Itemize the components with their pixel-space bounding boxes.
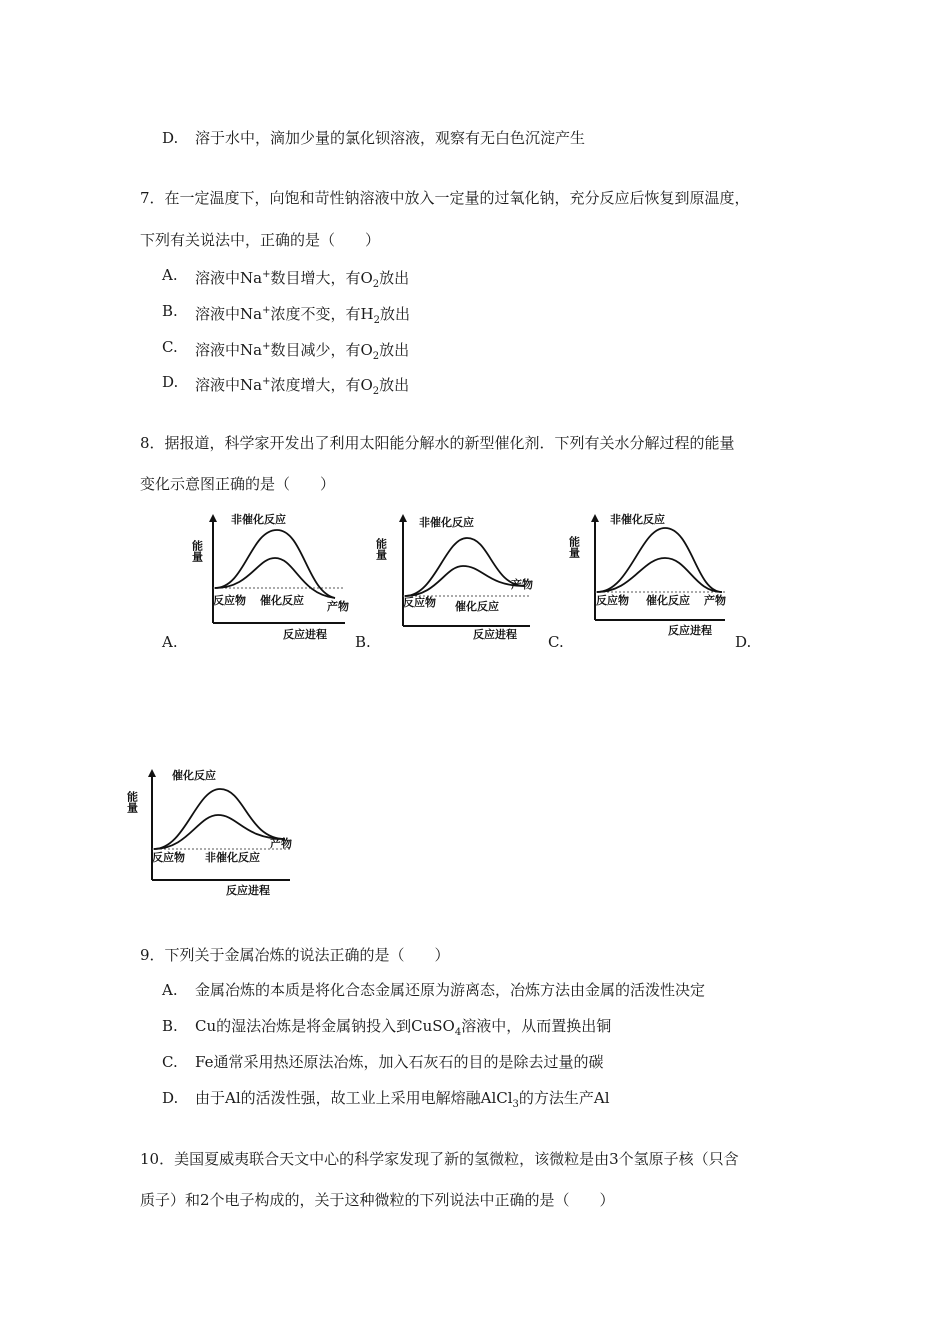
diagram-d-start-label: 反应物 <box>152 851 185 864</box>
diagram-b-top-label: 非催化反应 <box>419 516 474 529</box>
diagram-c-ylabel: 能量 <box>567 536 581 558</box>
q10-stem-line2: 质子）和2个电子构成的，关于这种微粒的下列说法中正确的是（ ） <box>140 1191 615 1209</box>
diagram-c-top-label: 非催化反应 <box>610 513 665 526</box>
energy-diagram-b <box>375 508 540 640</box>
diagram-d-xlabel: 反应进程 <box>226 884 270 897</box>
q7-option-d-letter: D. <box>162 373 179 391</box>
diagram-a-ylabel: 能量 <box>190 540 204 562</box>
q7-option-a-letter: A. <box>162 266 178 284</box>
diagram-a-end-label: 产物 <box>327 600 349 613</box>
q9-stem: 9．下列关于金属冶炼的说法正确的是（ ） <box>140 946 450 964</box>
energy-diagram-a <box>190 508 355 641</box>
q9-option-c-text: Fe通常采用热还原法冶炼，加入石灰石的目的是除去过量的碳 <box>195 1053 604 1071</box>
diagram-b-ylabel: 能量 <box>374 538 388 560</box>
diagram-d-letter: D. <box>735 633 752 651</box>
diagram-c-xlabel: 反应进程 <box>668 624 712 637</box>
q9-option-d-letter: D. <box>162 1089 179 1107</box>
q10-stem-line1: 10．美国夏威夷联合天文中心的科学家发现了新的氢微粒，该微粒是由3个氢原子核（只含 <box>140 1150 739 1168</box>
q6-option-d-text: 溶于水中，滴加少量的氯化钡溶液，观察有无白色沉淀产生 <box>195 129 586 147</box>
diagram-c-end-label: 产物 <box>704 594 726 607</box>
q9-option-a-letter: A. <box>162 981 178 999</box>
diagram-a-bottom-label: 催化反应 <box>260 594 304 607</box>
diagram-b-xlabel: 反应进程 <box>473 628 517 641</box>
diagram-a-xlabel: 反应进程 <box>283 628 327 641</box>
q8-stem-line1: 8．据报道，科学家开发出了利用太阳能分解水的新型催化剂．下列有关水分解过程的能量 <box>140 434 735 452</box>
diagram-d-ylabel: 能量 <box>125 791 139 813</box>
q6-option-d-letter: D. <box>162 129 179 147</box>
diagram-b-start-label: 反应物 <box>403 596 436 609</box>
q7-option-d-text: 溶液中Na+浓度增大，有$O_2$放出 <box>195 376 410 397</box>
diagram-b-letter: B. <box>355 633 371 651</box>
q7-option-b-letter: B. <box>162 302 178 320</box>
q8-stem-line2: 变化示意图正确的是（ ） <box>140 475 336 493</box>
diagram-b-end-label: 产物 <box>511 578 533 591</box>
q9-option-b-text: Cu的湿法冶炼是将金属钠投入到CuSO$_4$溶液中，从而置换出铜 <box>195 1017 612 1038</box>
q7-stem-line1: 7．在一定温度下，向饱和苛性钠溶液中放入一定量的过氧化钠，充分反应后恢复到原温度， <box>140 189 750 207</box>
diagram-d-end-label: 产物 <box>270 837 292 850</box>
q7-option-b-text: 溶液中Na+浓度不变，有$H_2$放出 <box>195 305 410 326</box>
diagram-d-top-label: 催化反应 <box>172 769 216 782</box>
q9-option-d-text: 由于Al的活泼性强，故工业上采用电解熔融AlCl$_3$的方法生产Al <box>195 1089 610 1110</box>
diagram-d-bottom-label: 非催化反应 <box>205 851 260 864</box>
energy-diagram-c <box>567 508 735 640</box>
diagram-a-top-label: 非催化反应 <box>231 513 286 526</box>
diagram-c-bottom-label: 催化反应 <box>646 594 690 607</box>
q7-option-c-letter: C. <box>162 338 178 356</box>
energy-diagram-d <box>125 763 300 898</box>
diagram-a-start-label: 反应物 <box>213 594 246 607</box>
q7-option-c-text: 溶液中Na+数目减少，有$O_2$放出 <box>195 341 410 362</box>
q7-stem-line2: 下列有关说法中，正确的是（ ） <box>140 231 381 249</box>
q9-option-b-letter: B. <box>162 1017 178 1035</box>
diagram-a-letter: A. <box>162 633 178 651</box>
q9-option-a-text: 金属冶炼的本质是将化合态金属还原为游离态，冶炼方法由金属的活泼性决定 <box>195 981 706 999</box>
q7-option-a-text: 溶液中Na+数目增大，有$O_2$放出 <box>195 269 410 290</box>
diagram-c-start-label: 反应物 <box>596 594 629 607</box>
diagram-c-letter: C. <box>548 633 564 651</box>
q9-option-c-letter: C. <box>162 1053 178 1071</box>
diagram-b-bottom-label: 催化反应 <box>455 600 499 613</box>
